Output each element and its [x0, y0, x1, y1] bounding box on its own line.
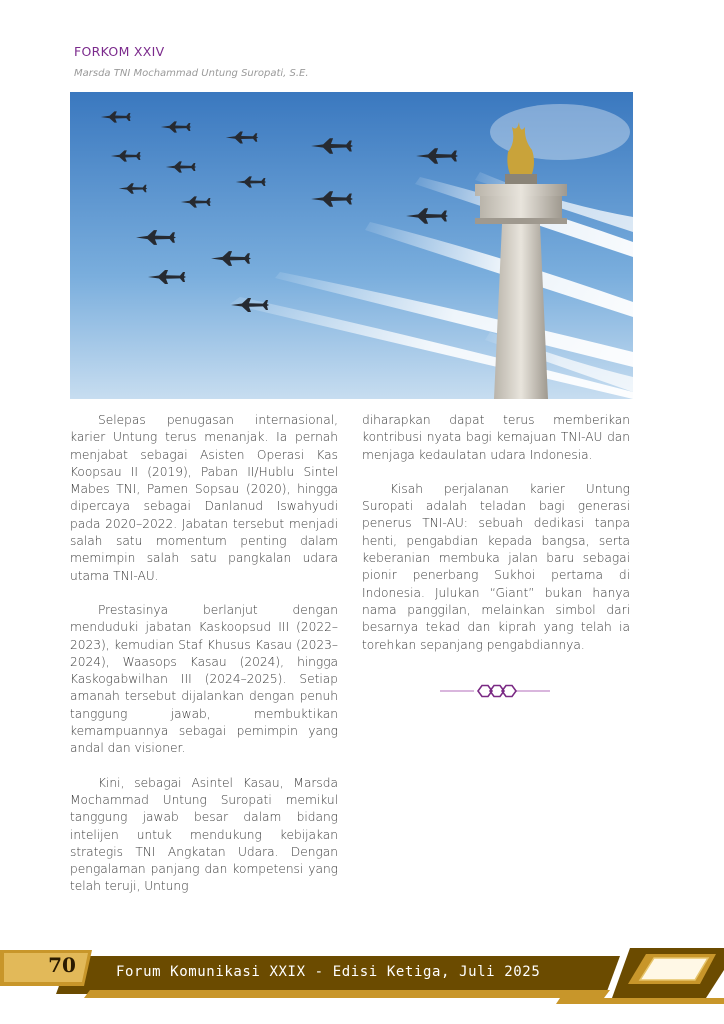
paragraph: diharapkan dapat terus memberikan kontribusi nyata bagi kemajuan TNI-AU dan menjaga kedaulatan udara Indonesia. — [362, 413, 630, 462]
paragraph: Selepas penugasan internasional, karier Untung terus menanjak. Ia pernah menjabat sebagai Asisten Operasi Kas Koopsau II (2019), Paban II/Hublu Sintel Mabes TNI, Pamen Sopsau (2020), hingga dipercaya sebagai Danlanud Iswahyudi pada 2020–2022. Jabatan tersebut menjadi salah satu momentum penting dalam memimpin salah satu pangkalan udara utama TNI-AU. — [70, 413, 338, 583]
section-kicker: FORKOM XXIV — [74, 44, 165, 59]
paragraph: Kini, sebagai Asintel Kasau, Marsda Mochammad Untung Suropati memikul tanggung jawab besar dalam bidang intelijen untuk mendukung kebijakan strategis TNI Angkatan Udara. Dengan pengalaman panjang dan kompetensi yang telah teruji, Untung — [70, 775, 338, 894]
article-photo — [70, 92, 633, 399]
paragraph: Prestasinya berlanjut dengan menduduki jabatan Kaskoopsud III (2022–2023), kemudian Staf Khusus Kasau (2023–2024), Waasops Kasau (2024), hingga Kaskogabwilhan III (2024–2025). Setiap amanah tersebut dijalankan dengan penuh tanggung jawab, membuktikan kemampuannya sebagai pemimpin yang andal dan visioner. — [70, 602, 338, 756]
hexagon-chain-ornament-icon — [440, 683, 550, 697]
paragraph: Kisah perjalanan karier Untung Suropati adalah teladan bagi generasi penerus TNI-AU: sebuah dedikasi tanpa henti, pengabdian kepada bangsa, serta keberanian membuka jalan baru sebagai pionir penerbang Sukhoi pertama di Indonesia. Julukan “Giant” bukan hanya nama panggilan, melainkan simbol dari besarnya tekad dan kiprah yang telah ia torehkan sepanjang pengabdiannya. — [362, 481, 630, 652]
right-column — [362, 412, 630, 671]
left-column — [70, 412, 338, 913]
page-number: 70 — [48, 953, 76, 977]
publication-title: Forum Komunikasi XXIX - Edisi Ketiga, Juli 2025 — [116, 964, 541, 980]
article-author: Marsda TNI Mochammad Untung Suropati, S.E. — [74, 68, 309, 79]
